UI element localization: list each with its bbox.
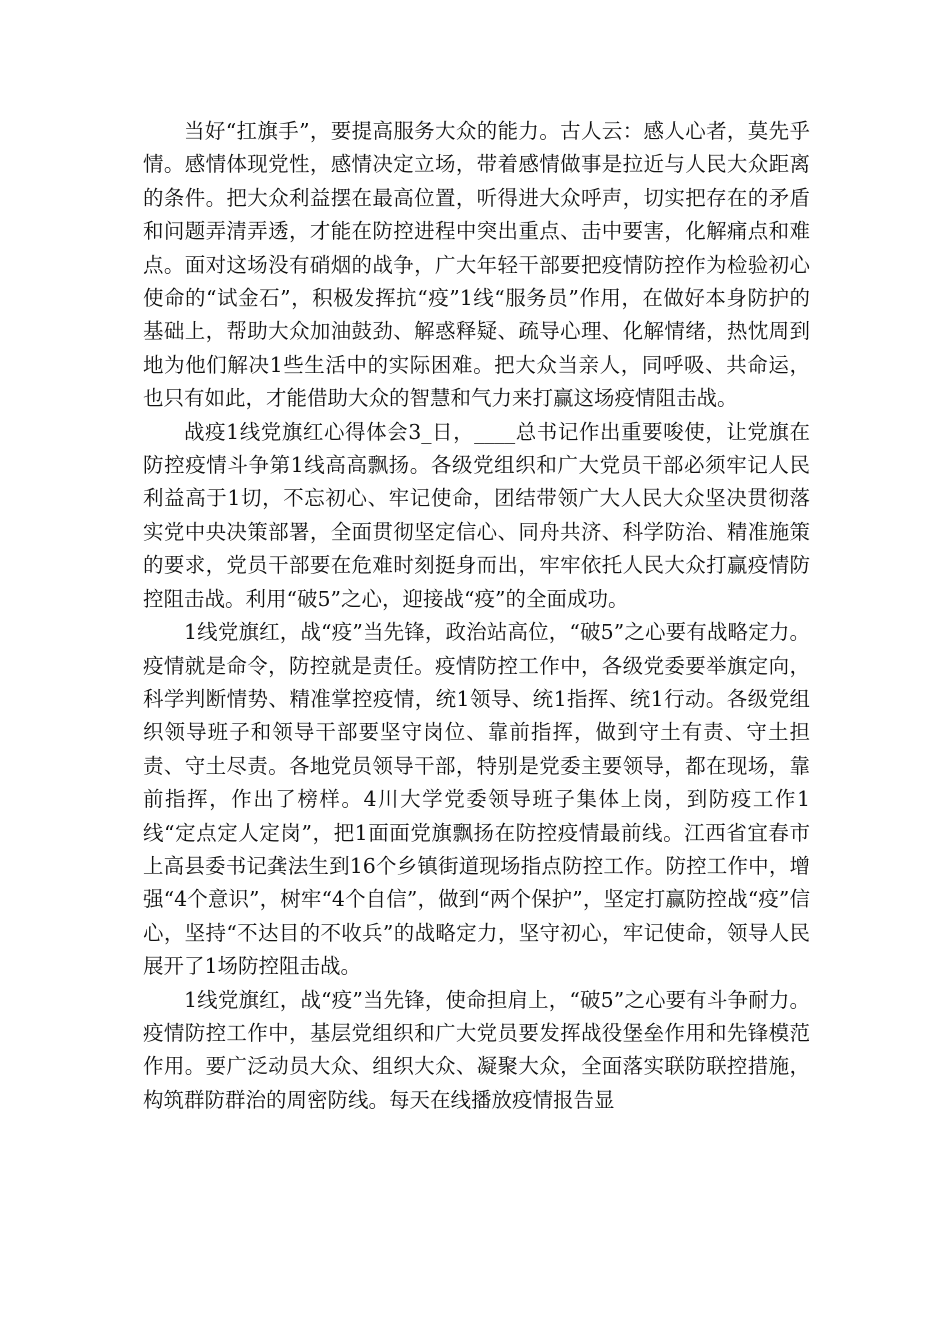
paragraph: 当好“扛旗手”，要提高服务大众的能力。古人云：感人心者，莫先乎情。感情体现党性，感情决定立场，带着感情做事是拉近与人民大众距离的条件。把大众利益摆在最高位置，听得进大众呼声，切实把存在的矛盾和问题弄清弄透，才能在防控进程中突出重点、击中要害，化解痛点和难点。面对这场没有硝烟的战争，广大年轻干部要把疫情防控作为检验初心使命的“试金石”，积极发挥抗“疫”1线“服务员”作用，在做好本身防护的基础上，帮助大众加油鼓劲、解惑释疑、疏导心理、化解情绪，热忱周到地为他们解决1些生活中的实际困难。把大众当亲人，同呼吸、共命运，也只有如此，才能借助大众的智慧和气力来打赢这场疫情阻击战。	[143, 119, 810, 411]
paragraph: 1线党旗红，战“疫”当先锋，政治站高位，“破5”之心要有战略定力。疫情就是命令，防控就是责任。疫情防控工作中，各级党委要举旗定向，科学判断情势、精准掌控疫情，统1领导、统1指挥、统1行动。各级党组织领导班子和领导干部要坚守岗位、靠前指挥，做到守土有责、守土担责、守土尽责。各地党员领导干部，特别是党委主要领导，都在现场，靠前指挥，作出了榜样。4川大学党委领导班子集体上岗，到防疫工作1线“定点定人定岗”，把1面面党旗飘扬在防控疫情最前线。江西省宜春市上高县委书记龚法生到16个乡镇街道现场指点防控工作。防控工作中，增强“4个意识”，树牢“4个自信”，做到“两个保护”，坚定打赢防控战“疫”信心，坚持“不达目的不收兵”的战略定力，坚守初心，牢记使命，领导人民展开了1场防控阻击战。	[143, 620, 810, 979]
paragraph: 战疫1线党旗红心得体会3_日，____总书记作出重要唆使，让党旗在防控疫情斗争第1线高高飘扬。各级党组织和广大党员干部必须牢记人民利益高于1切，不忘初心、牢记使命，团结带领广大人民大众坚决贯彻落实党中央决策部署，全面贯彻坚定信心、同舟共济、科学防治、精准施策的要求，党员干部要在危难时刻挺身而出，牢牢依托人民大众打赢疫情防控阻击战。利用“破5”之心，迎接战“疫”的全面成功。	[143, 419, 810, 611]
document-body	[143, 115, 810, 1117]
paragraph: 1线党旗红，战“疫”当先锋，使命担肩上，“破5”之心要有斗争耐力。疫情防控工作中，基层党组织和广大党员要发挥战役堡垒作用和先锋模范作用。要广泛动员大众、组织大众、凝聚大众，全面落实联防联控措施，构筑群防群治的周密防线。每天在线播放疫情报告显	[143, 987, 810, 1112]
